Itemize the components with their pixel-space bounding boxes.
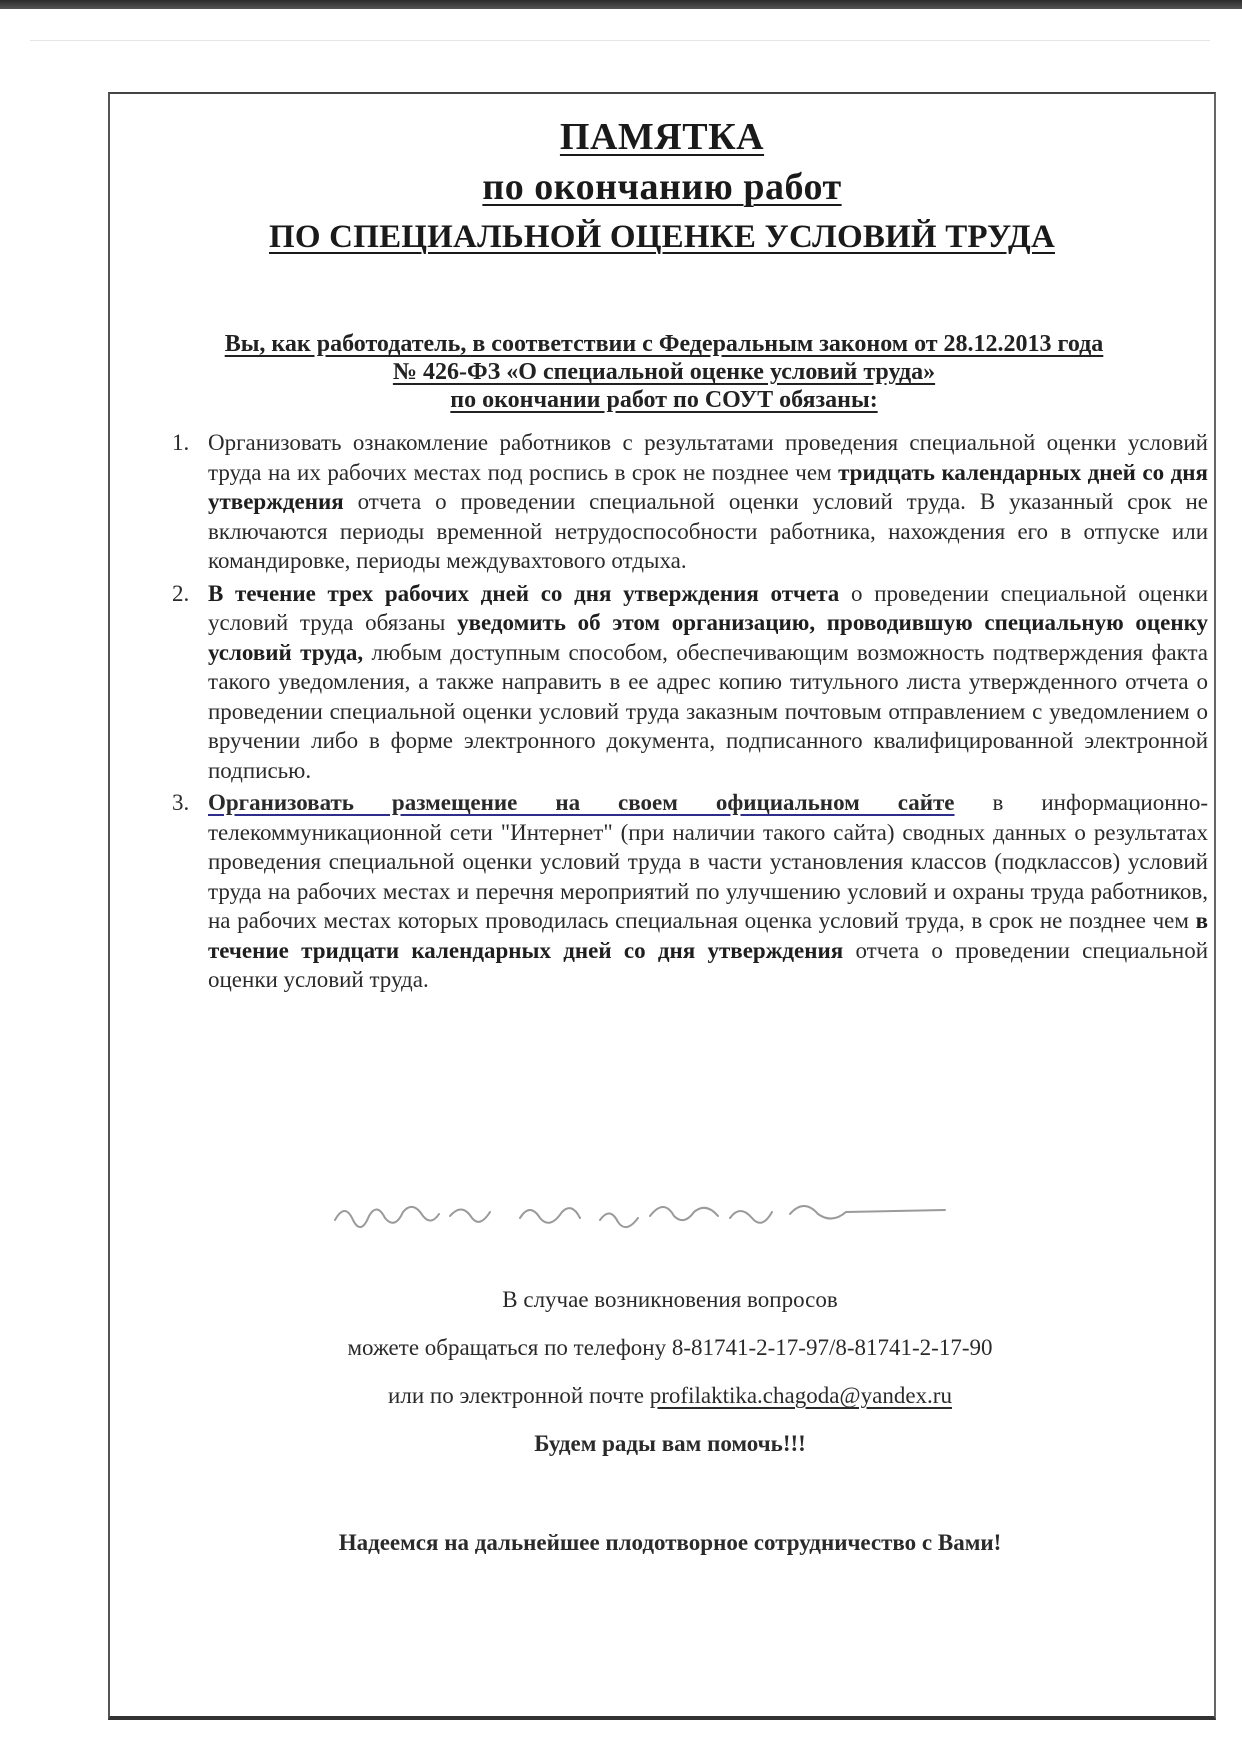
contact-questions: В случае возникновения вопросов <box>502 1287 838 1312</box>
item-text-continued: любым доступным способом, обеспечивающим возможность подтверждения факта такого уведомления, а также направить в ее адрес копию титульного листа утвержденного отчета о проведении специальной оценки условий труда заказным почтовым отправлением с уведомлением о вручении либо в форме электронного документа, подписанного квалифицированной электронной подписью. <box>208 639 1208 783</box>
item-lead: Организовать <box>208 430 342 455</box>
contact-block <box>120 1276 1220 1468</box>
item-emphasis: тридцать календарных дней со дня утверждения <box>208 459 1208 514</box>
title-subject: по окончанию работ <box>482 166 842 208</box>
scan-artifact-line <box>30 40 1210 41</box>
item-text: ознакомление работников с результатами проведения специальной оценки условий труда на их рабочих местах под роспись в срок не позднее чем <box>208 430 1208 485</box>
contact-email-prefix: или по электронной почте <box>388 1383 645 1408</box>
title-block <box>108 112 1216 262</box>
title-topic: ПО СПЕЦИАЛЬНОЙ ОЦЕНКЕ УСЛОВИЙ ТРУДА <box>269 219 1055 255</box>
handwritten-note-scribble <box>330 1190 950 1234</box>
intro-line-law: Вы, как работодатель, в соответствии с Федеральным законом от 28.12.2013 года <box>224 331 1104 357</box>
contact-help: Будем рады вам помочь!!! <box>534 1431 806 1456</box>
item-lead: Организовать размещение на своем официальном сайте <box>208 790 955 815</box>
closing-line: Надеемся на дальнейшее плодотворное сотрудничество с Вами! <box>338 1530 1002 1555</box>
item-lead: В течение трех рабочих дней со дня утверждения отчета <box>208 580 840 606</box>
item-text-continued: отчета о проведении специальной оценки условий труда. <box>208 937 1209 992</box>
item-text-continued: отчета о проведении специальной оценки условий труда. В указанный срок не включаются периоды временной нетрудоспособности работника, нахождения его в отпуске или командировке, периоды междувахтового отдыха. <box>208 489 1208 573</box>
obligations-list <box>168 428 1208 998</box>
intro-paragraph <box>130 330 1198 414</box>
item-text: в информационно-телекоммуникационной сети "Интернет" (при наличии такого сайта) сводных данных о результатах проведения специальной оценки условий труда в части установления классов (подклассов) условий труда на рабочих местах и перечня мероприятий по улучшению условий и охраны труда работников, на рабочих местах которых проводилась специальная оценка условий труда, в срок не позднее чем <box>208 790 1208 933</box>
contact-email-link[interactable]: profilaktika.chagoda@yandex.ru <box>649 1383 952 1408</box>
item-emphasis: в течение тридцати календарных дней со дня утверждения <box>208 908 1208 963</box>
scan-edge <box>0 0 1242 9</box>
contact-phone: можете обращаться по телефону 8-81741-2-17-97/8-81741-2-17-90 <box>347 1335 993 1360</box>
list-item <box>168 579 1208 786</box>
item-emphasis: уведомить об этом организацию, проводившую специальную оценку условий труда, <box>208 610 1208 665</box>
intro-line-obligations: по окончании работ по СОУТ обязаны: <box>450 387 878 413</box>
item-number: 1. <box>172 430 190 455</box>
title-memo: ПАМЯТКА <box>559 116 765 158</box>
item-text: о проведении специальной оценки условий труда обязаны <box>208 580 1208 635</box>
intro-line-law-number: № 426-ФЗ «О специальной оценке условий труда» <box>392 359 936 385</box>
item-number: 2. <box>172 580 190 606</box>
item-number: 3. <box>172 790 190 815</box>
list-item <box>168 428 1208 576</box>
contact-email-line <box>120 1372 1220 1420</box>
list-item <box>168 788 1208 995</box>
